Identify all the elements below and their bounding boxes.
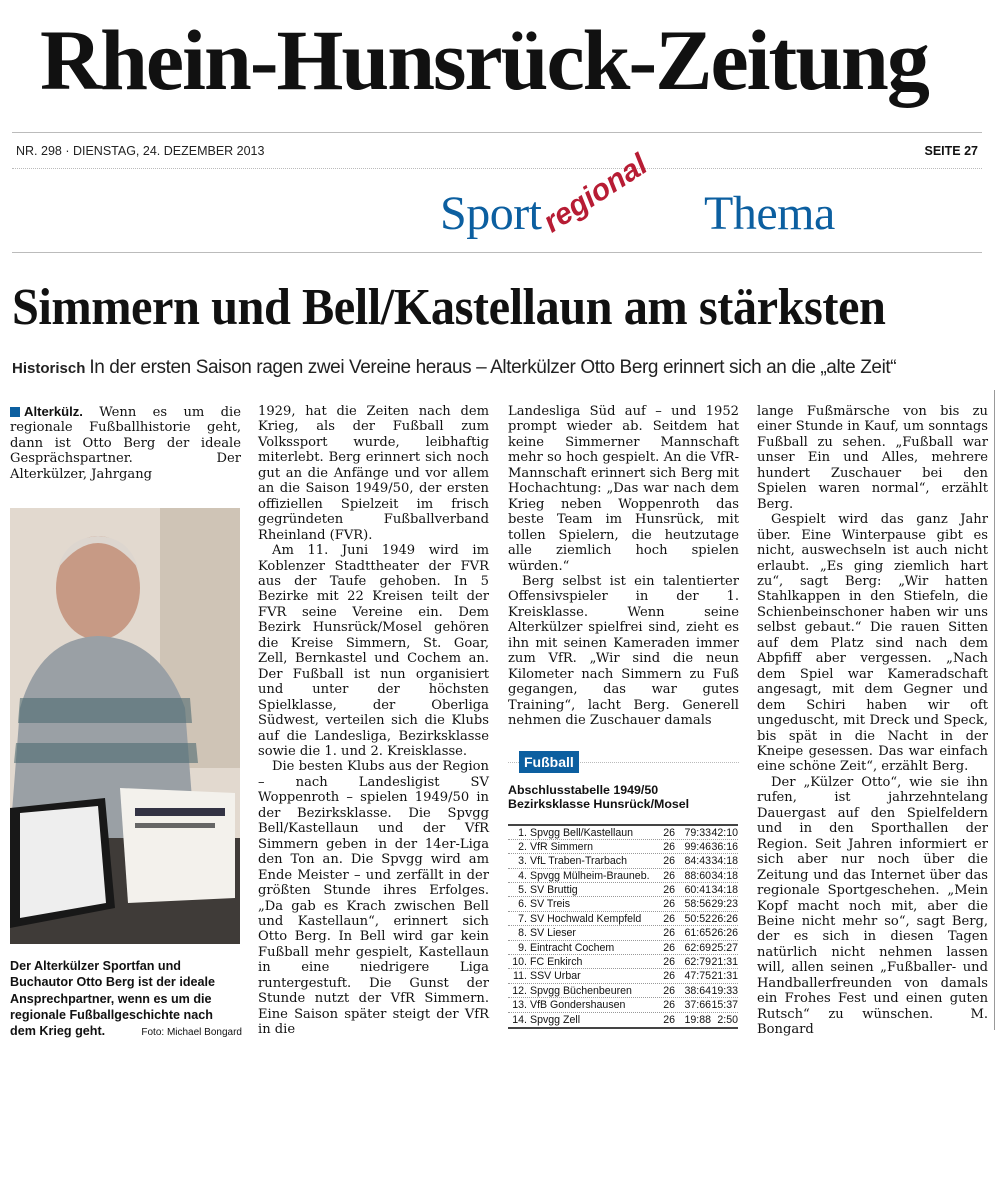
- cell-rank: 2.: [518, 840, 527, 853]
- cell-rank: 14.: [512, 1013, 527, 1026]
- cell-points: 34:18: [711, 855, 738, 868]
- cell-team: FC Enkirch: [530, 956, 583, 969]
- standings-box: [508, 751, 739, 1029]
- cell-goals: 37:66: [684, 999, 711, 1012]
- article-column-3: [508, 404, 739, 1029]
- cell-games: 26: [663, 826, 675, 839]
- cell-team: SV Bruttig: [530, 884, 578, 897]
- cell-rank: 1.: [518, 826, 527, 839]
- cell-goals: 50:52: [684, 912, 711, 925]
- table-row: [508, 840, 738, 854]
- cell-games: 26: [663, 855, 675, 868]
- cell-points: 34:18: [711, 884, 738, 897]
- table-row: [508, 883, 738, 897]
- cell-goals: 19:88: [684, 1013, 711, 1026]
- photo-credit: Foto: Michael Bongard: [141, 1027, 242, 1039]
- table-row: [508, 926, 738, 940]
- cell-games: 26: [663, 884, 675, 897]
- cell-goals: 62:69: [684, 941, 711, 954]
- cell-rank: 10.: [512, 956, 527, 969]
- cell-goals: 99:46: [684, 840, 711, 853]
- cell-points: 15:37: [711, 999, 738, 1012]
- photo-caption: [10, 958, 242, 1039]
- photo-illustration: [10, 508, 240, 944]
- paragraph: Berg selbst ist ein talentierter Offensivspieler in der 1. Kreisklasse. Wenn seine Alterkülzer spielfrei sind, zieht es ihn mit seinen Kameraden immer zum VfR. „Wir sind die neun Kilometer nach Simmern zu Fuß gegangen, das war gutes Training“, lacht Berg. Generell nehmen die Zuschauer damals: [508, 573, 739, 729]
- cell-points: 25:27: [711, 941, 738, 954]
- cell-rank: 7.: [518, 912, 527, 925]
- headline: Simmern und Bell/Kastellaun am stärksten: [12, 279, 886, 336]
- cell-team: VfL Traben-Trarbach: [530, 855, 627, 868]
- masthead-logo: Rhein-Hunsrück-Zeitung: [40, 12, 928, 108]
- paragraph-text: Der „Külzer Otto“, wie sie ihn rufen, ist jahrzehntelang Dauergast auf den Spielfeldern und in den Sporthallen der Region. Seit Jahren informiert er sich aber nur noch über die Zeitung und das Internet über das regionale Sportgeschehen. „Mein Kopf macht noch mit, aber die Beine nicht mehr so“, sagt Berg, der es sich in diesen Tagen natürlich nicht nehmen lassen will, allen seinen „Fußballer- und Handballerfreunden von damals ein Frohes Fest und einen guten Rutsch“ zu wünschen.: [757, 774, 988, 1022]
- paragraph: lange Fußmärsche von bis zu einer Stunde in Kauf, um sonntags Fußball zu sehen. „Fußball war unser Ein und Alles, mehrere hundert Zuschauer bei den Spielen waren normal“, erzählt Berg.: [757, 404, 988, 512]
- cell-games: 26: [663, 869, 675, 882]
- cell-points: 42:10: [711, 826, 738, 839]
- table-row: [508, 955, 738, 969]
- cell-games: 26: [663, 927, 675, 940]
- subheadline-text: In der ersten Saison ragen zwei Vereine heraus – Alterkülzer Otto Berg erinnert sich an die „alte Zeit“: [89, 357, 897, 378]
- cell-games: 26: [663, 840, 675, 853]
- table-row: [508, 969, 738, 983]
- table-row: [508, 941, 738, 955]
- cell-games: 26: [663, 1013, 675, 1026]
- cell-points: 34:18: [711, 869, 738, 882]
- caption-text: Der Alterkülzer Sportfan und Buchautor Otto Berg ist der ideale Ansprechpartner, wenn es um die regionale Fußballgeschichte nach dem Krieg geht.: [10, 959, 216, 1039]
- cell-team: SV Hochwald Kempfeld: [530, 912, 642, 925]
- cell-games: 26: [663, 956, 675, 969]
- issue-dateline: NR. 298 · DIENSTAG, 24. DEZEMBER 2013: [16, 144, 265, 158]
- cell-team: SSV Urbar: [530, 970, 581, 983]
- table-row: [508, 1013, 738, 1027]
- section-thema: Thema: [704, 187, 835, 240]
- cell-goals: 61:65: [684, 927, 711, 940]
- cell-team: Spvgg Büchenbeuren: [530, 984, 632, 997]
- cell-goals: 84:43: [684, 855, 711, 868]
- cell-games: 26: [663, 898, 675, 911]
- cell-team: Spvgg Zell: [530, 1013, 581, 1026]
- cell-points: 29:23: [711, 898, 738, 911]
- article-column-4: [757, 404, 988, 1038]
- section-label-fussball: Fußball: [519, 751, 579, 773]
- cell-points: 36:16: [711, 840, 738, 853]
- divider: [12, 252, 982, 253]
- table-row: [508, 912, 738, 926]
- cell-goals: 60:41: [684, 884, 711, 897]
- table-row: [508, 984, 738, 998]
- table-row: [508, 854, 738, 868]
- cell-team: Spvgg Bell/Kastellaun: [530, 826, 634, 839]
- cell-points: 21:31: [711, 956, 738, 969]
- table-row: [508, 897, 738, 911]
- paragraph: Landesliga Süd auf – und 1952 prompt wieder ab. Seitdem hat keine Simmerner Mannschaft mehr so hoch gespielt. An die VfR-Mannschaft erinnert sich Berg mit Hochachtung: „Das war nach dem Krieg neben Woppenroth das beste Team im Hunsrück, mit tollen Spielern, die heutzutage alle ziemlich hoch spielen würden.“: [508, 404, 739, 574]
- cell-points: 21:31: [711, 970, 738, 983]
- standings-table: [508, 824, 738, 1029]
- cell-team: Spvgg Mülheim-Brauneb.: [530, 869, 650, 882]
- table-title: [508, 783, 739, 812]
- cell-games: 26: [663, 970, 675, 983]
- standings-header: [508, 751, 739, 775]
- cell-rank: 6.: [518, 898, 527, 911]
- cell-rank: 13.: [512, 999, 527, 1012]
- cell-team: SV Lieser: [530, 927, 576, 940]
- paragraph: [757, 775, 988, 1038]
- cell-games: 26: [663, 912, 675, 925]
- cell-points: 26:26: [711, 912, 738, 925]
- cell-rank: 11.: [513, 970, 527, 983]
- cell-points: 2:50: [717, 1013, 738, 1026]
- cell-points: 26:26: [711, 927, 738, 940]
- paragraph: Gespielt wird das ganz Jahr über. Eine Winterpause gibt es nicht, auswechseln ist auch nicht erlaubt. „Es ging ziemlich hart zu“, sagt Berg: „Wir hatten Stahlkappen in den Stiefeln, die Schienbeinschoner haben wir uns selbst gebaut.“ Die rauen Sitten auf dem Platz sind nach dem Abpfiff aber vergessen. „Nach dem Spiel war Kameradschaft angesagt, mit dem Gegner und dem Schiri haben wir oft ungeduscht, mit Dreck und Speck, bis spät in die Nacht in der Kneipe gesessen. Das war einfach eine schöne Zeit“, erzählt Berg.: [757, 512, 988, 775]
- section-sport: Sport: [440, 187, 542, 240]
- cell-rank: 12.: [512, 984, 527, 997]
- table-title-line: Abschlusstabelle 1949/50: [508, 782, 659, 797]
- table-subtitle: Bezirksklasse Hunsrück/Mosel: [508, 797, 690, 812]
- cell-team: VfR Simmern: [530, 840, 593, 853]
- cell-goals: 38:64: [684, 984, 711, 997]
- cell-goals: 79:33: [684, 826, 711, 839]
- author: M. Bongard: [757, 1006, 989, 1038]
- cell-rank: 4.: [518, 869, 527, 882]
- subheadline: [12, 356, 992, 381]
- cell-rank: 8.: [518, 927, 527, 940]
- article-column-2: [258, 404, 489, 1038]
- square-bullet-icon: [10, 407, 20, 417]
- table-row: [508, 869, 738, 883]
- cell-team: Eintracht Cochem: [530, 941, 615, 954]
- cell-games: 26: [663, 984, 675, 997]
- cell-rank: 5.: [518, 884, 527, 897]
- cell-points: 19:33: [711, 984, 738, 997]
- cell-games: 26: [663, 999, 675, 1012]
- cell-team: VfB Gondershausen: [530, 999, 626, 1012]
- divider: [12, 132, 982, 133]
- page-number: SEITE 27: [924, 144, 978, 158]
- cell-goals: 62:79: [684, 956, 711, 969]
- paragraph: Am 11. Juni 1949 wird im Koblenzer Stadttheater der FVR aus der Taufe gehoben. In 5 Bezirke mit 22 Kreisen teilt der FVR seine Vereine ein. Dem Bezirk Hunsrück/Mosel gehören die Kreise Simmern, St. Goar, Zell, Bernkastel und Cochem an. Der Fußball ist nun organisiert und unter der höchsten Spielklasse, der Oberliga Südwest, verteilen sich die Klubs auf die Landesliga, Bezirksklasse sowie die 1. und 2. Kreisklasse.: [258, 543, 489, 759]
- cell-team: SV Treis: [530, 898, 571, 911]
- section-regional: regional: [537, 147, 654, 240]
- article-column-1: [10, 404, 241, 1041]
- table-row: [508, 998, 738, 1012]
- cell-rank: 9.: [518, 941, 527, 954]
- cell-rank: 3.: [518, 855, 527, 868]
- cell-goals: 88:60: [684, 869, 711, 882]
- article-dateline: Alterkülz.: [24, 404, 83, 419]
- kicker: Historisch: [12, 360, 86, 377]
- paragraph: 1929, hat die Zeiten nach dem Krieg, als der Fußball zum Volkssport wurde, leibhaftig miterlebt. Berg erinnert sich noch gut an die Anfänge und vor allem an die Saison 1949/50, der ersten offiziellen Spielzeit im frisch gegründeten Fußballverband Rheinland (FVR).: [258, 404, 489, 543]
- photo-otto-berg: [10, 508, 240, 944]
- cell-goals: 58:56: [684, 898, 711, 911]
- cell-goals: 47:75: [684, 970, 711, 983]
- cell-games: 26: [663, 941, 675, 954]
- column-rule: [994, 390, 995, 1030]
- table-row: [508, 826, 738, 840]
- divider: [12, 168, 982, 169]
- article-text: Wenn es um die regionale Fußballhistorie geht, dann ist Otto Berg der ideale Gesprächspartner. Der Alterkülzer, Jahrgang: [10, 405, 241, 482]
- paragraph: Die besten Klubs aus der Region – nach Landesligist SV Woppenroth – spielen 1949/50 in der Bezirksklasse. Die Spvgg Bell/Kastellaun und der VfR Simmern geben in der 14er-Liga den Ton an. Die Spvgg wird am Ende Meister – und zerfällt in der größten Stunde ihres Erfolges. „Da gab es Krach zwischen Bell und Kastellaun“, erinnert sich Otto Berg. In Bell wird gar kein Fußball mehr gespielt, Kastellaun in eine niedrigere Liga runtergestuft. Die Gunst der Stunde nutzt der VfR Simmern. Eine Saison später steigt der VfR in die: [258, 759, 489, 1038]
